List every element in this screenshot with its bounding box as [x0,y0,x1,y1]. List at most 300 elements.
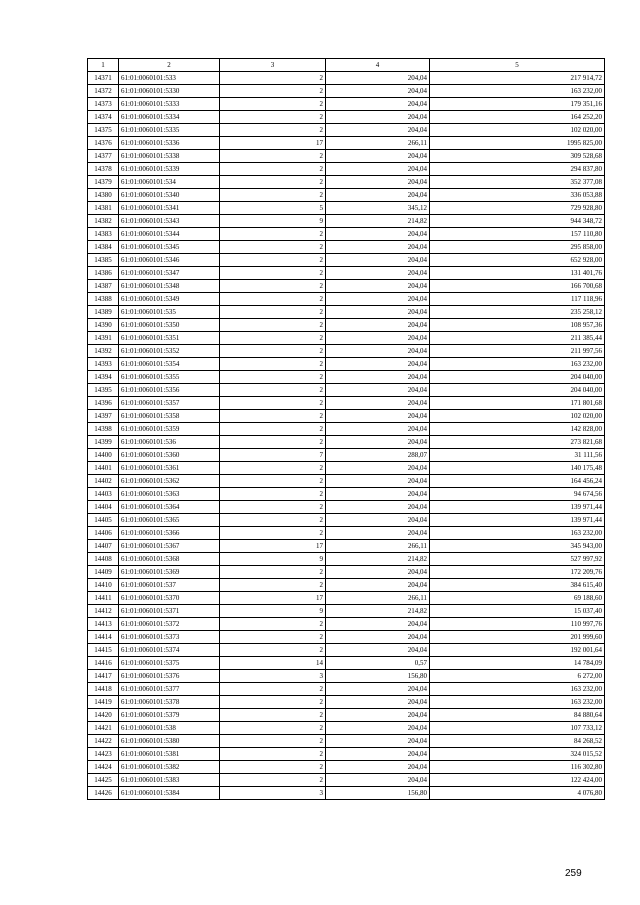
cell-col-1: 14372 [88,85,119,98]
cell-col-2: 61:01:0060101:5357 [119,397,220,410]
table-row [88,449,605,462]
cell-col-3: 2 [220,709,326,722]
cell-col-5: 179 351,16 [430,98,605,111]
cell-col-4: 204,04 [326,462,430,475]
cell-col-1: 14424 [88,761,119,774]
cell-col-1: 14393 [88,358,119,371]
table-row [88,137,605,150]
cell-col-3: 2 [220,683,326,696]
cell-col-1: 14411 [88,592,119,605]
cell-col-4: 204,04 [326,254,430,267]
cell-col-2: 61:01:0060101:5358 [119,410,220,423]
cell-col-1: 14373 [88,98,119,111]
cell-col-4: 204,04 [326,488,430,501]
cell-col-4: 204,04 [326,644,430,657]
table-row [88,683,605,696]
cell-col-1: 14409 [88,566,119,579]
cell-col-4: 204,04 [326,748,430,761]
cell-col-3: 2 [220,774,326,787]
cell-col-3: 2 [220,371,326,384]
cell-col-2: 61:01:0060101:5367 [119,540,220,553]
cell-col-2: 61:01:0060101:5340 [119,189,220,202]
cell-col-2: 61:01:0060101:5361 [119,462,220,475]
cell-col-3: 2 [220,579,326,592]
cell-col-2: 61:01:0060101:5335 [119,124,220,137]
cell-col-1: 14371 [88,72,119,85]
cell-col-4: 204,04 [326,709,430,722]
cell-col-1: 14378 [88,163,119,176]
cell-col-3: 2 [220,462,326,475]
table-row [88,215,605,228]
table-row [88,709,605,722]
cell-col-3: 2 [220,423,326,436]
cell-col-1: 14418 [88,683,119,696]
cell-col-4: 345,12 [326,202,430,215]
cell-col-1: 14377 [88,150,119,163]
cell-col-3: 2 [220,566,326,579]
cell-col-5: 1995 825,00 [430,137,605,150]
cell-col-2: 61:01:0060101:5348 [119,280,220,293]
cell-col-4: 204,04 [326,150,430,163]
cell-col-4: 266,11 [326,137,430,150]
cell-col-1: 14419 [88,696,119,709]
cell-col-2: 61:01:0060101:536 [119,436,220,449]
cell-col-2: 61:01:0060101:5362 [119,475,220,488]
cell-col-3: 2 [220,631,326,644]
table-row [88,293,605,306]
cell-col-3: 2 [220,722,326,735]
cell-col-4: 204,04 [326,475,430,488]
cell-col-3: 17 [220,137,326,150]
table-row [88,787,605,800]
cell-col-5: 652 928,00 [430,254,605,267]
table-row [88,163,605,176]
cell-col-4: 204,04 [326,397,430,410]
table-row [88,618,605,631]
cell-col-2: 61:01:0060101:5345 [119,241,220,254]
cell-col-5: 345 943,00 [430,540,605,553]
cell-col-4: 204,04 [326,72,430,85]
cell-col-1: 14397 [88,410,119,423]
cell-col-4: 204,04 [326,527,430,540]
table-row [88,475,605,488]
cell-col-3: 5 [220,202,326,215]
cell-col-4: 204,04 [326,774,430,787]
cell-col-1: 14389 [88,306,119,319]
table-row [88,72,605,85]
cell-col-4: 204,04 [326,241,430,254]
cell-col-4: 204,04 [326,293,430,306]
cell-col-3: 3 [220,670,326,683]
cell-col-5: 139 971,44 [430,501,605,514]
table-row [88,254,605,267]
cell-col-2: 61:01:0060101:5356 [119,384,220,397]
table-row [88,722,605,735]
cell-col-2: 61:01:0060101:5384 [119,787,220,800]
table-row [88,748,605,761]
cell-col-3: 2 [220,306,326,319]
column-header-5: 5 [430,59,605,72]
cell-col-4: 204,04 [326,501,430,514]
table-row [88,514,605,527]
cell-col-5: 211 997,56 [430,345,605,358]
cell-col-3: 2 [220,85,326,98]
table-row [88,501,605,514]
cell-col-2: 61:01:0060101:5379 [119,709,220,722]
cell-col-5: 164 252,20 [430,111,605,124]
cell-col-4: 266,11 [326,540,430,553]
table-row [88,280,605,293]
cell-col-2: 61:01:0060101:5364 [119,501,220,514]
cell-col-3: 9 [220,605,326,618]
cell-col-1: 14412 [88,605,119,618]
column-header-4: 4 [326,59,430,72]
cell-col-3: 2 [220,436,326,449]
cell-col-1: 14404 [88,501,119,514]
cell-col-4: 204,04 [326,98,430,111]
cell-col-4: 204,04 [326,735,430,748]
cell-col-5: 204 040,00 [430,371,605,384]
cell-col-1: 14422 [88,735,119,748]
table-row [88,592,605,605]
cell-col-1: 14415 [88,644,119,657]
table-row [88,202,605,215]
cell-col-3: 2 [220,189,326,202]
cell-col-1: 14402 [88,475,119,488]
cell-col-1: 14425 [88,774,119,787]
cell-col-3: 2 [220,72,326,85]
cell-col-5: 6 272,00 [430,670,605,683]
cell-col-4: 204,04 [326,410,430,423]
cell-col-1: 14384 [88,241,119,254]
cell-col-5: 108 957,36 [430,319,605,332]
table-row [88,566,605,579]
cell-col-1: 14391 [88,332,119,345]
cell-col-1: 14379 [88,176,119,189]
cell-col-3: 2 [220,332,326,345]
cell-col-5: 107 733,12 [430,722,605,735]
cell-col-3: 2 [220,501,326,514]
cell-col-5: 84 880,64 [430,709,605,722]
cell-col-2: 61:01:0060101:5381 [119,748,220,761]
cell-col-5: 122 424,00 [430,774,605,787]
cell-col-1: 14398 [88,423,119,436]
cell-col-4: 204,04 [326,163,430,176]
cell-col-1: 14407 [88,540,119,553]
cell-col-1: 14406 [88,527,119,540]
cell-col-3: 17 [220,540,326,553]
cell-col-3: 9 [220,215,326,228]
cell-col-1: 14408 [88,553,119,566]
cell-col-5: 102 020,00 [430,410,605,423]
table-row [88,98,605,111]
cell-col-4: 204,04 [326,280,430,293]
cell-col-2: 61:01:0060101:5339 [119,163,220,176]
cell-col-3: 2 [220,228,326,241]
cell-col-4: 204,04 [326,124,430,137]
table-row [88,579,605,592]
cell-col-5: 172 209,76 [430,566,605,579]
column-header-1: 1 [88,59,119,72]
cell-col-5: 15 037,40 [430,605,605,618]
cell-col-4: 204,04 [326,514,430,527]
cell-col-5: 163 232,00 [430,527,605,540]
cell-col-2: 61:01:0060101:5365 [119,514,220,527]
cell-col-3: 2 [220,267,326,280]
cell-col-3: 2 [220,397,326,410]
column-header-3: 3 [220,59,326,72]
cell-col-1: 14395 [88,384,119,397]
cell-col-2: 61:01:0060101:5344 [119,228,220,241]
cell-col-4: 204,04 [326,423,430,436]
table-row [88,306,605,319]
cell-col-4: 204,04 [326,761,430,774]
table-row [88,488,605,501]
table-row [88,189,605,202]
cell-col-2: 61:01:0060101:5372 [119,618,220,631]
cell-col-1: 14374 [88,111,119,124]
cell-col-5: 139 971,44 [430,514,605,527]
cell-col-1: 14382 [88,215,119,228]
cell-col-5: 352 377,08 [430,176,605,189]
cell-col-2: 61:01:0060101:5376 [119,670,220,683]
table-header [88,59,605,72]
table-row [88,735,605,748]
cell-col-4: 204,04 [326,306,430,319]
cell-col-1: 14413 [88,618,119,631]
cell-col-3: 2 [220,280,326,293]
cell-col-1: 14396 [88,397,119,410]
cell-col-3: 2 [220,319,326,332]
cell-col-5: 140 175,48 [430,462,605,475]
cell-col-3: 2 [220,761,326,774]
cell-col-3: 2 [220,163,326,176]
table-row [88,384,605,397]
cell-col-3: 2 [220,358,326,371]
cell-col-1: 14388 [88,293,119,306]
cell-col-2: 61:01:0060101:5370 [119,592,220,605]
cell-col-2: 61:01:0060101:537 [119,579,220,592]
cell-col-5: 166 700,68 [430,280,605,293]
table-row [88,696,605,709]
cell-col-5: 157 110,80 [430,228,605,241]
cell-col-4: 204,04 [326,579,430,592]
cell-col-5: 729 928,80 [430,202,605,215]
cell-col-1: 14417 [88,670,119,683]
cell-col-4: 214,82 [326,215,430,228]
table-row [88,111,605,124]
cell-col-3: 7 [220,449,326,462]
cell-col-3: 2 [220,98,326,111]
cell-col-4: 214,82 [326,605,430,618]
cell-col-4: 214,82 [326,553,430,566]
cell-col-5: 273 821,68 [430,436,605,449]
cell-col-2: 61:01:0060101:538 [119,722,220,735]
cell-col-4: 204,04 [326,566,430,579]
cell-col-2: 61:01:0060101:5368 [119,553,220,566]
cell-col-2: 61:01:0060101:5336 [119,137,220,150]
cell-col-2: 61:01:0060101:5373 [119,631,220,644]
cell-col-2: 61:01:0060101:5341 [119,202,220,215]
cell-col-3: 17 [220,592,326,605]
cell-col-1: 14381 [88,202,119,215]
cell-col-3: 2 [220,111,326,124]
cell-col-5: 217 914,72 [430,72,605,85]
table-row [88,657,605,670]
cell-col-2: 61:01:0060101:5354 [119,358,220,371]
cell-col-5: 192 001,64 [430,644,605,657]
cell-col-5: 309 528,68 [430,150,605,163]
cell-col-3: 2 [220,384,326,397]
cell-col-5: 211 385,44 [430,332,605,345]
cell-col-2: 61:01:0060101:5334 [119,111,220,124]
cell-col-4: 156,80 [326,670,430,683]
table-row [88,436,605,449]
cell-col-4: 204,04 [326,267,430,280]
table-row [88,332,605,345]
table-row [88,397,605,410]
cell-col-1: 14380 [88,189,119,202]
cell-col-5: 84 268,52 [430,735,605,748]
column-header-2: 2 [119,59,220,72]
cell-col-3: 2 [220,254,326,267]
cell-col-5: 171 801,68 [430,397,605,410]
cell-col-4: 204,04 [326,358,430,371]
cell-col-2: 61:01:0060101:5374 [119,644,220,657]
cell-col-2: 61:01:0060101:5359 [119,423,220,436]
cell-col-4: 204,04 [326,683,430,696]
table-row [88,527,605,540]
cell-col-2: 61:01:0060101:5343 [119,215,220,228]
cell-col-2: 61:01:0060101:5375 [119,657,220,670]
cell-col-4: 204,04 [326,176,430,189]
table-row [88,410,605,423]
cell-col-5: 527 997,92 [430,553,605,566]
cell-col-5: 164 456,24 [430,475,605,488]
cell-col-1: 14392 [88,345,119,358]
cell-col-1: 14405 [88,514,119,527]
cell-col-1: 14426 [88,787,119,800]
cell-col-2: 61:01:0060101:533 [119,72,220,85]
cell-col-4: 204,04 [326,696,430,709]
table-row [88,150,605,163]
cell-col-5: 944 348,72 [430,215,605,228]
cell-col-3: 2 [220,527,326,540]
cell-col-2: 61:01:0060101:5350 [119,319,220,332]
cell-col-1: 14383 [88,228,119,241]
cell-col-2: 61:01:0060101:5360 [119,449,220,462]
cell-col-4: 204,04 [326,436,430,449]
page-number: 259 [565,868,582,879]
cell-col-4: 266,11 [326,592,430,605]
cell-col-4: 204,04 [326,111,430,124]
cell-col-3: 3 [220,787,326,800]
cell-col-5: 116 302,80 [430,761,605,774]
cell-col-2: 61:01:0060101:5369 [119,566,220,579]
cell-col-5: 14 784,09 [430,657,605,670]
table-row [88,462,605,475]
table-row [88,228,605,241]
cell-col-1: 14375 [88,124,119,137]
cell-col-1: 14420 [88,709,119,722]
table-row [88,267,605,280]
cell-col-2: 61:01:0060101:5330 [119,85,220,98]
cell-col-1: 14394 [88,371,119,384]
table-row [88,371,605,384]
cell-col-3: 2 [220,124,326,137]
cell-col-2: 61:01:0060101:534 [119,176,220,189]
cell-col-3: 2 [220,644,326,657]
cell-col-5: 235 258,12 [430,306,605,319]
table-row [88,85,605,98]
cell-col-4: 204,04 [326,345,430,358]
cell-col-1: 14390 [88,319,119,332]
cell-col-3: 2 [220,345,326,358]
cell-col-2: 61:01:0060101:5383 [119,774,220,787]
cell-col-5: 324 015,52 [430,748,605,761]
cell-col-4: 204,04 [326,371,430,384]
cell-col-3: 2 [220,150,326,163]
cell-col-2: 61:01:0060101:5349 [119,293,220,306]
cell-col-4: 0,57 [326,657,430,670]
cell-col-2: 61:01:0060101:5333 [119,98,220,111]
cell-col-1: 14399 [88,436,119,449]
cell-col-3: 2 [220,293,326,306]
cell-col-3: 9 [220,553,326,566]
cell-col-2: 61:01:0060101:5338 [119,150,220,163]
cell-col-5: 94 674,56 [430,488,605,501]
cell-col-5: 4 076,80 [430,787,605,800]
table-row [88,358,605,371]
cell-col-3: 2 [220,410,326,423]
cell-col-5: 131 401,76 [430,267,605,280]
cell-col-5: 142 828,00 [430,423,605,436]
cell-col-5: 163 232,00 [430,85,605,98]
cell-col-2: 61:01:0060101:5351 [119,332,220,345]
table-body [88,72,605,800]
cell-col-1: 14403 [88,488,119,501]
cell-col-4: 288,07 [326,449,430,462]
table-row [88,761,605,774]
cell-col-5: 163 232,00 [430,358,605,371]
cell-col-5: 31 111,56 [430,449,605,462]
table-row [88,176,605,189]
cell-col-3: 2 [220,241,326,254]
cell-col-3: 2 [220,618,326,631]
cell-col-4: 204,04 [326,319,430,332]
cell-col-1: 14385 [88,254,119,267]
table-row [88,631,605,644]
cell-col-1: 14414 [88,631,119,644]
table-row [88,124,605,137]
cell-col-4: 204,04 [326,228,430,241]
table-row [88,644,605,657]
cell-col-3: 2 [220,514,326,527]
cell-col-5: 294 837,80 [430,163,605,176]
cell-col-1: 14423 [88,748,119,761]
cell-col-4: 156,80 [326,787,430,800]
cell-col-4: 204,04 [326,332,430,345]
cell-col-5: 295 858,00 [430,241,605,254]
cell-col-4: 204,04 [326,722,430,735]
table-row [88,605,605,618]
cell-col-2: 61:01:0060101:5363 [119,488,220,501]
cell-col-4: 204,04 [326,384,430,397]
cell-col-5: 204 040,00 [430,384,605,397]
cell-col-5: 163 232,00 [430,696,605,709]
table-row [88,553,605,566]
cell-col-1: 14416 [88,657,119,670]
